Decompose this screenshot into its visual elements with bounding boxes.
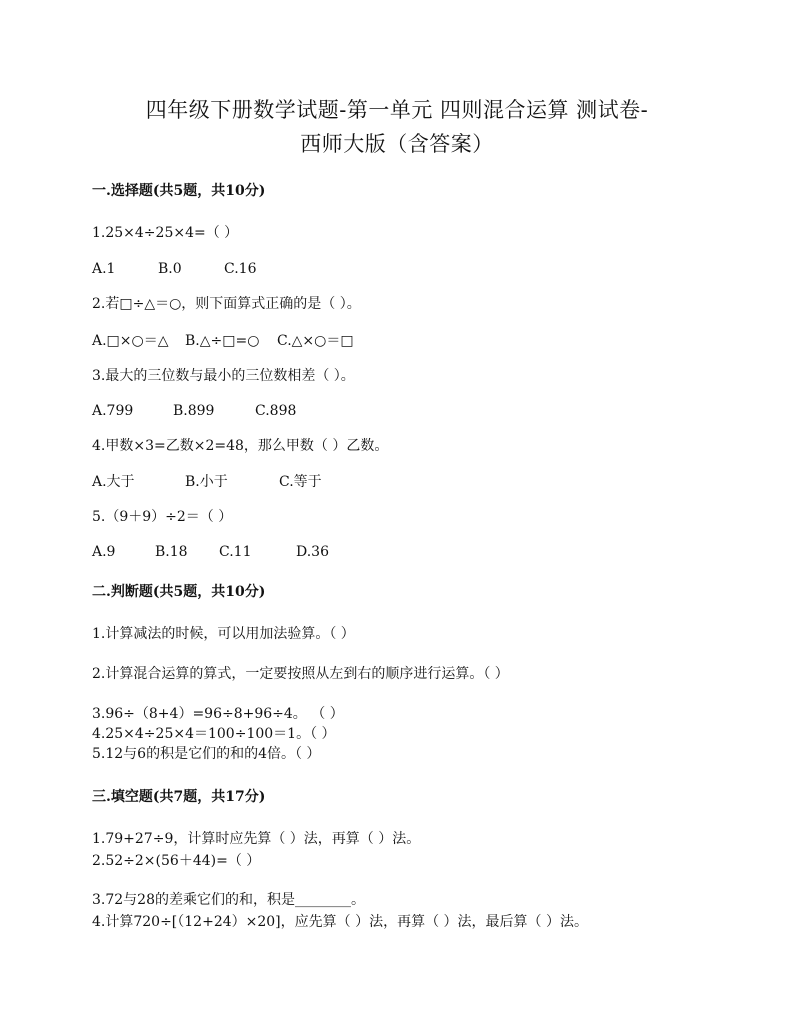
- option-b: B.小于: [185, 474, 228, 490]
- choice-question-4: 4.甲数×3=乙数×2=48，那么甲数（ ）乙数。: [92, 438, 389, 454]
- option-a: A.9: [92, 544, 116, 560]
- option-a: A.□×○＝△: [92, 333, 169, 349]
- judgement-question-1: 1.计算减法的时候，可以用加法验算。（ ）: [92, 626, 355, 642]
- option-a: A.1: [92, 261, 116, 277]
- page-title-line-1: 四年级下册数学试题-第一单元 四则混合运算 测试卷-: [145, 98, 649, 122]
- option-b: B.18: [155, 544, 188, 560]
- option-b: B.0: [158, 261, 182, 277]
- option-a: A.799: [92, 403, 134, 419]
- choice-question-3: 3.最大的三位数与最小的三位数相差（ ）。: [92, 368, 355, 384]
- option-a: A.大于: [92, 474, 135, 490]
- judgement-question-2: 2.计算混合运算的算式，一定要按照从左到右的顺序进行运算。（ ）: [92, 666, 509, 682]
- choice-question-5: 5.（9＋9）÷2＝（ ）: [92, 509, 233, 525]
- section-heading-judgement: 二.判断题(共5题，共10分): [92, 584, 266, 600]
- option-b: B.899: [173, 403, 215, 419]
- fill-question-3: 3.72与28的差乘它们的和，积是________。: [92, 892, 365, 908]
- choice-options-4: [92, 473, 322, 491]
- fill-question-1: 1.79+27÷9，计算时应先算（ ）法，再算（ ）法。: [92, 831, 421, 847]
- choice-question-2: 2.若□÷△＝○，则下面算式正确的是（ ）。: [92, 296, 361, 312]
- fill-question-2: 2.52÷2×(56＋44)=（ ）: [92, 853, 261, 869]
- section-heading-fill-blank: 三.填空题(共7题，共17分): [92, 789, 266, 805]
- option-b: B.△÷□=○: [185, 333, 260, 349]
- page-title-line-2: 西师大版（含答案）: [300, 132, 494, 156]
- option-c: C.11: [219, 544, 252, 560]
- fill-question-4: 4.计算720÷[（12+24）×20]，应先算（ ）法，再算（ ）法，最后算（ ）法。: [92, 914, 588, 930]
- choice-options-5: [92, 543, 329, 561]
- section-heading-choice: 一.选择题(共5题，共10分): [92, 183, 266, 199]
- choice-options-3: [92, 402, 296, 420]
- option-d: D.36: [296, 544, 329, 560]
- option-c: C.等于: [279, 474, 322, 490]
- choice-options-1: [92, 260, 256, 278]
- choice-options-2: [92, 332, 354, 350]
- option-c: C.△×○＝□: [277, 333, 354, 349]
- judgement-question-3: 3.96÷（8+4）=96÷8+96÷4。 （ ）: [92, 706, 344, 722]
- option-c: C.898: [255, 403, 297, 419]
- choice-question-1: 1.25×4÷25×4=（ ）: [92, 225, 239, 241]
- option-c: C.16: [224, 261, 257, 277]
- judgement-question-5: 5.12与6的积是它们的和的4倍。（ ）: [92, 746, 321, 762]
- judgement-question-4: 4.25×4÷25×4＝100÷100＝1。（ ）: [92, 726, 336, 742]
